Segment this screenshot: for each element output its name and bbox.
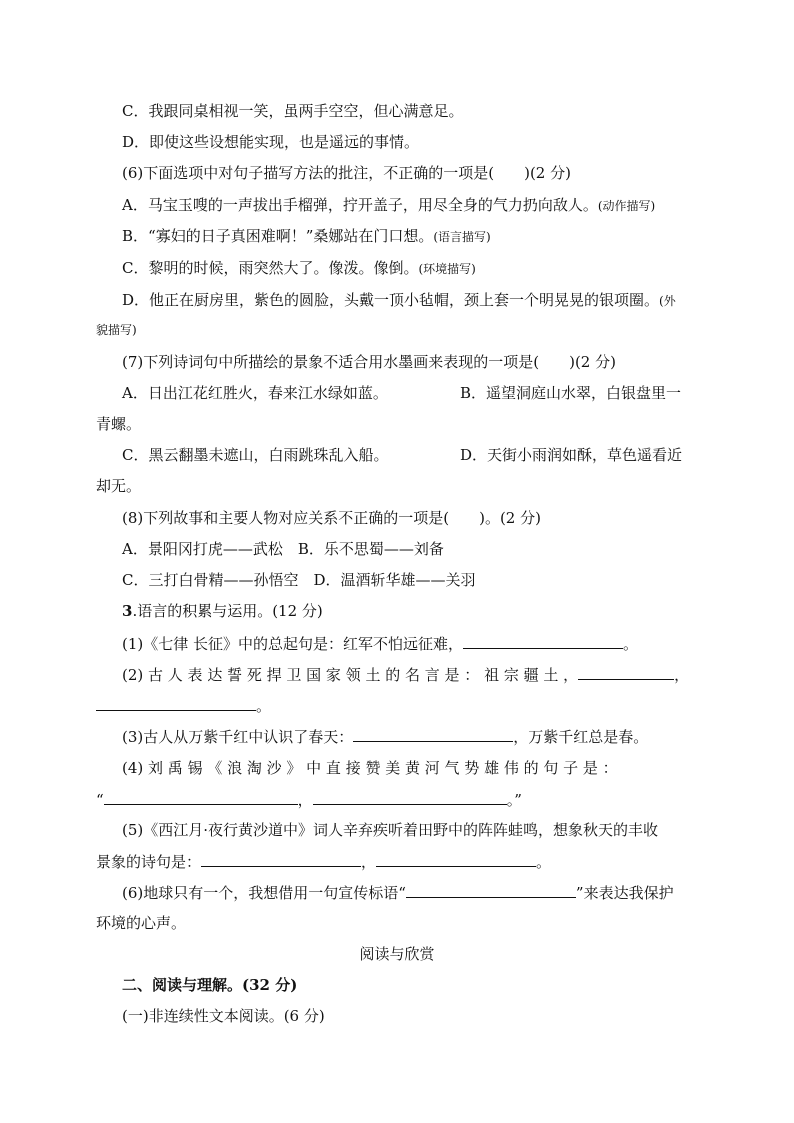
s3-item-3-end: ，万紫千红总是春。 xyxy=(513,728,649,746)
s3-item-2-blank-2[interactable] xyxy=(96,695,256,711)
s3-item-5-blank-1[interactable] xyxy=(201,851,361,867)
part-2-subheading: (一)非连续性文本阅读。(6 分) xyxy=(122,1007,325,1025)
q7-option-c: C．黑云翻墨未遮山，白雨跳珠乱入船。 xyxy=(122,446,389,464)
s3-item-1 xyxy=(122,633,638,654)
q7-option-a: A．日出江花红胜火，春来江水绿如蓝。 xyxy=(122,384,388,402)
s3-item-2-end: 。 xyxy=(256,697,272,715)
section-3-number: 3 xyxy=(122,602,133,620)
section-title: 阅读与欣赏 xyxy=(359,945,435,963)
s3-item-2-wrap xyxy=(96,695,271,716)
q6-option-c-text: C．黎明的时候，雨突然大了。像泼。像倒。 xyxy=(122,259,419,277)
s3-item-4-blank-2[interactable] xyxy=(313,789,507,805)
q6-option-c xyxy=(122,258,476,279)
s3-item-4-comma: ， xyxy=(297,791,313,809)
q6-option-c-note: (环境描写) xyxy=(418,262,476,276)
q7-option-b-wrap: 青螺。 xyxy=(96,415,142,433)
s3-item-1-text: (1)《七律 长征》中的总起句是：红军不怕远征难， xyxy=(122,635,464,653)
s3-item-4-wrap xyxy=(96,789,522,810)
s3-item-4-blank-1[interactable] xyxy=(104,789,298,805)
s3-item-6-wrap: 环境的心声。 xyxy=(96,914,187,932)
s3-item-6-blank[interactable] xyxy=(406,882,576,898)
s3-item-5-blank-2[interactable] xyxy=(376,851,536,867)
section-3-title: .语言的积累与运用。(12 分) xyxy=(132,602,323,620)
q6-option-a-text: A．马宝玉嗖的一声拔出手榴弹，拧开盖子，用尽全身的气力扔向敌人。 xyxy=(122,196,598,214)
s3-item-2 xyxy=(122,664,689,685)
q6-option-a-note: (动作描写) xyxy=(597,199,656,213)
s3-item-5-label: 景象的诗句是： xyxy=(96,853,202,871)
s3-item-6-text: (6)地球只有一个，我想借用一句宣传标语“ xyxy=(122,884,406,902)
q6-option-d-note-wrap: 貌描写) xyxy=(96,323,137,337)
s3-item-3 xyxy=(122,726,648,747)
q8-options-row-2: C．三打白骨精——孙悟空 D．温酒斩华雄——关羽 xyxy=(122,571,476,589)
s3-item-2-blank-1[interactable] xyxy=(578,664,674,680)
q5-option-c: C．我跟同桌相视一笑，虽两手空空，但心满意足。 xyxy=(122,102,464,120)
s3-item-4: (4) 刘 禹 锡 《 浪 淘 沙 》 中 直 接 赞 美 黄 河 气 势 雄 伟 的 句 子 是 ： xyxy=(122,759,618,777)
s3-item-6 xyxy=(122,882,674,903)
s3-item-2-comma: ， xyxy=(674,666,690,684)
q6-stem: (6)下面选项中对句子描写方法的批注，不正确的一项是( )(2 分) xyxy=(122,164,571,182)
q7-stem: (7)下列诗词句中所描绘的景象不适合用水墨画来表现的一项是( )(2 分) xyxy=(122,353,616,371)
q6-option-d xyxy=(122,290,676,311)
s3-item-2-text: (2) 古 人 表 达 誓 死 捍 卫 国 家 领 土 的 名 言 是 ： 祖 宗 疆 土 ， xyxy=(122,666,579,684)
s3-item-4-end: 。” xyxy=(506,791,522,809)
s3-item-6-end: ”来表达我保护 xyxy=(575,884,674,902)
s3-item-5-comma: ， xyxy=(361,853,377,871)
s3-item-3-text: (3)古人从万紫千红中认识了春天： xyxy=(122,728,354,746)
part-2-heading: 二、阅读与理解。(32 分) xyxy=(122,976,298,994)
q5-option-d: D．即使这些设想能实现，也是遥远的事情。 xyxy=(122,133,420,151)
q6-option-b-note: (语言描写) xyxy=(433,230,491,244)
q7-option-b: B．遥望洞庭山水翠，白银盘里一 xyxy=(460,384,682,402)
s3-item-1-end: 。 xyxy=(623,635,639,653)
q7-option-d: D．天街小雨润如酥，草色遥看近 xyxy=(460,446,683,464)
q7-option-d-wrap: 却无。 xyxy=(96,477,142,495)
s3-item-5: (5)《西江月·夜行黄沙道中》词人辛弃疾听着田野中的阵阵蛙鸣，想象秋天的丰收 xyxy=(122,821,659,839)
q6-option-a xyxy=(122,195,655,216)
q8-options-row-1: A．景阳冈打虎——武松 B．乐不思蜀——刘备 xyxy=(122,540,444,558)
q6-option-b-text: B．“寡妇的日子真困难啊！”桑娜站在门口想。 xyxy=(122,227,434,245)
q6-option-d-text: D．他正在厨房里，紫色的圆脸，头戴一顶小毡帽，颈上套一个明晃晃的银项圈。 xyxy=(122,291,660,309)
s3-item-5-end: 。 xyxy=(536,853,552,871)
q6-option-d-note: (外 xyxy=(659,294,676,308)
s3-item-3-blank[interactable] xyxy=(353,726,513,742)
s3-item-5-wrap xyxy=(96,851,551,872)
q8-stem: (8)下列故事和主要人物对应关系不正确的一项是( )。(2 分) xyxy=(122,509,541,527)
section-3-heading xyxy=(122,601,323,621)
q6-option-b xyxy=(122,226,491,247)
s3-item-1-blank[interactable] xyxy=(463,633,623,649)
s3-item-4-open-quote: “ xyxy=(96,791,104,809)
